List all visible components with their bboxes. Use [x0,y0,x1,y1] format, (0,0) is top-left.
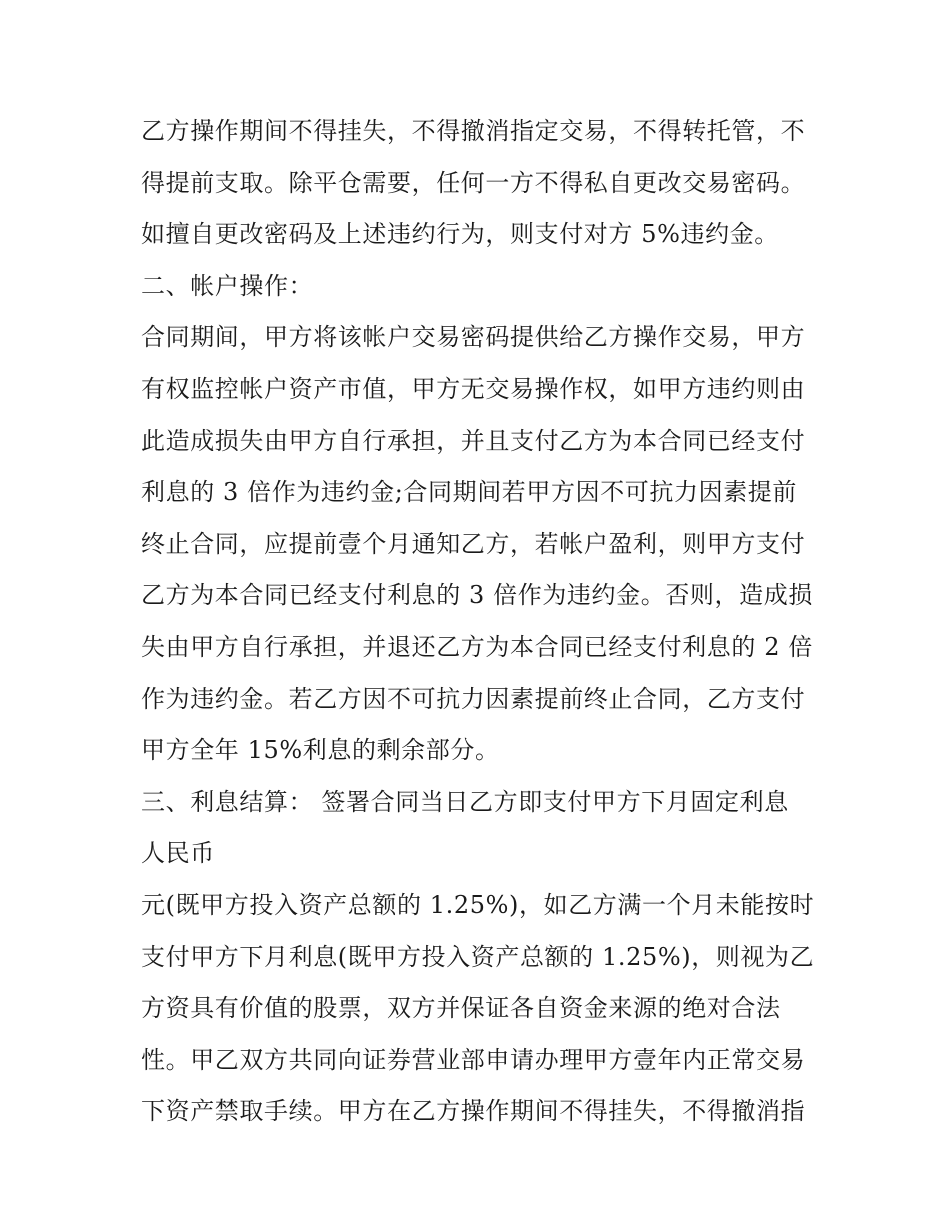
text-line: 乙方为本合同已经支付利息的 3 倍作为违约金。否则，造成损 [141,581,813,610]
text-line: 下资产禁取手续。甲方在乙方操作期间不得挂失，不得撤消指 [141,1097,806,1126]
text-line: 终止合同，应提前壹个月通知乙方，若帐户盈利，则甲方支付 [141,529,806,558]
text-line: 方资具有价值的股票，双方并保证各自资金来源的绝对合法 [141,994,781,1023]
section-heading-account-operation: 二、帐户操作： [141,271,314,300]
text-line: 支付甲方下月利息(既甲方投入资产总额的 1.25%)，则视为乙 [141,942,815,971]
text-line: 有权监控帐户资产市值，甲方无交易操作权，如甲方违约则由 [141,374,806,403]
section-heading-interest-settlement: 三、利息结算： 签署合同当日乙方即支付甲方下月固定利息 [141,787,789,816]
text-line: 合同期间，甲方将该帐户交易密码提供给乙方操作交易，甲方 [141,323,806,352]
text-line: 乙方操作期间不得挂失，不得撤消指定交易，不得转托管，不 [141,117,806,145]
text-line: 作为违约金。若乙方因不可抗力因素提前终止合同，乙方支付 [141,684,806,713]
text-line: 如擅自更改密码及上述违约行为，则支付对方 5%违约金。 [141,220,779,249]
text-line: 得提前支取。除平仓需要，任何一方不得私自更改交易密码。 [141,168,806,197]
text-line: 人民币 [141,839,215,868]
text-line: 甲方全年 15%利息的剩余部分。 [141,736,500,765]
text-line: 利息的 3 倍作为违约金;合同期间若甲方因不可抗力因素提前 [141,478,798,507]
text-line: 此造成损失由甲方自行承担，并且支付乙方为本合同已经支付 [141,426,806,455]
text-line: 失由甲方自行承担，并退还乙方为本合同已经支付利息的 2 倍 [141,632,813,661]
text-line: 性。甲乙双方共同向证券营业部申请办理甲方壹年内正常交易 [141,1045,806,1074]
document-body [141,106,821,1138]
text-line: 元(既甲方投入资产总额的 1.25%)，如乙方满一个月未能按时 [141,890,815,919]
